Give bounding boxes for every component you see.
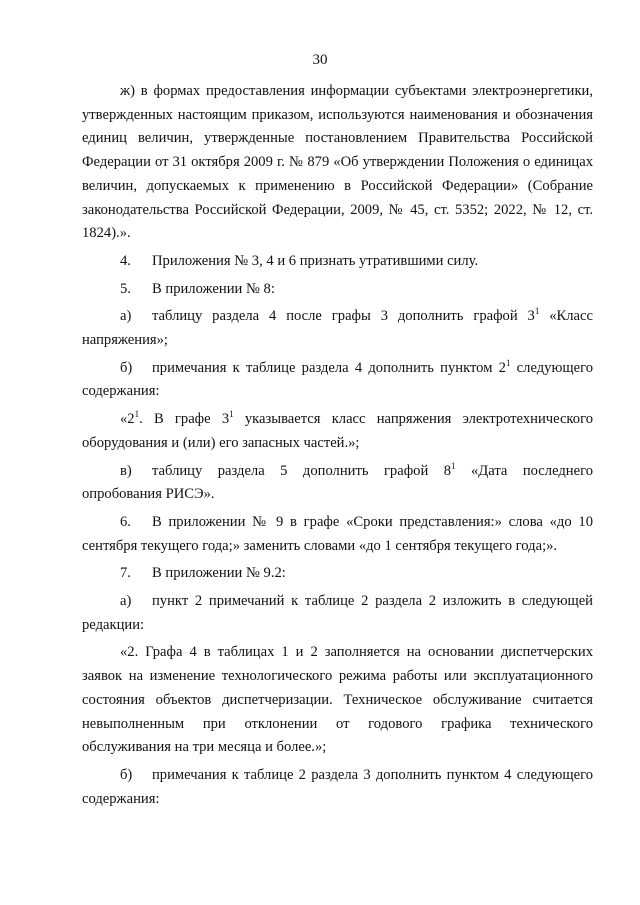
item-7a-label: а) <box>120 593 132 610</box>
item-5v-text-after: «Дата последнего опробования РИСЭ». <box>82 462 593 503</box>
item-5a-label: а) <box>120 308 132 325</box>
item-7b-label: б) <box>120 766 133 783</box>
document-body <box>82 80 593 811</box>
item-6-number: 6. <box>120 513 131 530</box>
item-5v-sup: 1 <box>451 460 456 471</box>
page-number: 30 <box>312 52 328 68</box>
item-5v <box>82 460 593 507</box>
item-5v-text-before: таблицу раздела 5 дополнить графой 8 <box>152 462 452 479</box>
item-5a <box>82 305 593 352</box>
item-5b-label: б) <box>120 359 133 376</box>
item-4-number: 4. <box>120 252 131 269</box>
item-5a-sup: 1 <box>534 306 540 317</box>
item-5 <box>82 278 593 302</box>
item-5b-text-after: следующего содержания: <box>82 359 593 400</box>
item-5b-text-before: примечания к таблице раздела 4 дополнить пунктом 2 <box>152 359 506 376</box>
quote-2-1-sup1: 1 <box>134 409 140 420</box>
item-5-number: 5. <box>120 280 131 297</box>
item-4-text: Приложения № 3, 4 и 6 признать утратившими силу. <box>152 252 479 269</box>
quote-2-1-end: указывается класс напряжения электротехнического оборудования и (или) его запасных частей.»; <box>82 411 593 451</box>
item-5v-label: в) <box>120 462 132 479</box>
item-5a-text-before: таблицу раздела 4 после графы 3 дополнить графой 3 <box>152 308 535 325</box>
item-6 <box>82 511 593 558</box>
item-5-text: В приложении № 8: <box>152 280 275 297</box>
item-7a-text: пункт 2 примечаний к таблице 2 раздела 2 изложить в следующей редакции: <box>82 593 593 633</box>
item-7b-text: примечания к таблице 2 раздела 3 дополнить пунктом 4 следующего содержания: <box>82 766 593 807</box>
item-6-text: В приложении № 9 в графе «Сроки представления:» слова «до 10 сентября текущего года;» заменить словами «до 1 сентября текущего года;». <box>82 513 593 554</box>
quote-2-1-sup2: 1 <box>229 409 234 420</box>
quote-2: «2. Графа 4 в таблицах 1 и 2 заполняется на основании диспетчерских заявок на изменение технологического режима работы или эксплуатационного состояния объектов диспетчеризации. Техническое обслуживание считается невыполненным при отклонении от годового графика технического обслуживания на три месяца и более.»; <box>82 644 593 756</box>
quote-2-1-mid: . В графе 3 <box>139 411 230 428</box>
item-5b <box>82 357 593 404</box>
paragraph-zh: ж) в формах предоставления информации субъектами электроэнергетики, утвержденных настоящим приказом, используются наименования и обозначения единиц величин, утвержденные постановлением Правительства Российской Федерации от 31 октября 2009 г. № 879 «Об утверждении Положения о единицах величин, допускаемых к применению в Российской Федерации» (Собрание законодательства Российской Федерации, 2009, № 45, ст. 5352; 2022, № 12, ст. 1824).». <box>82 83 593 242</box>
item-5a-text-after: «Класс напряжения»; <box>82 308 593 349</box>
item-7 <box>82 562 593 586</box>
item-7-text: В приложении № 9.2: <box>152 565 286 582</box>
item-7a <box>82 590 593 637</box>
item-4 <box>82 250 593 274</box>
item-7b <box>82 764 593 811</box>
item-7-number: 7. <box>120 565 131 582</box>
quote-2-1 <box>82 408 593 455</box>
quote-2-1-start: «2 <box>120 411 135 428</box>
item-5b-sup: 1 <box>505 357 511 368</box>
